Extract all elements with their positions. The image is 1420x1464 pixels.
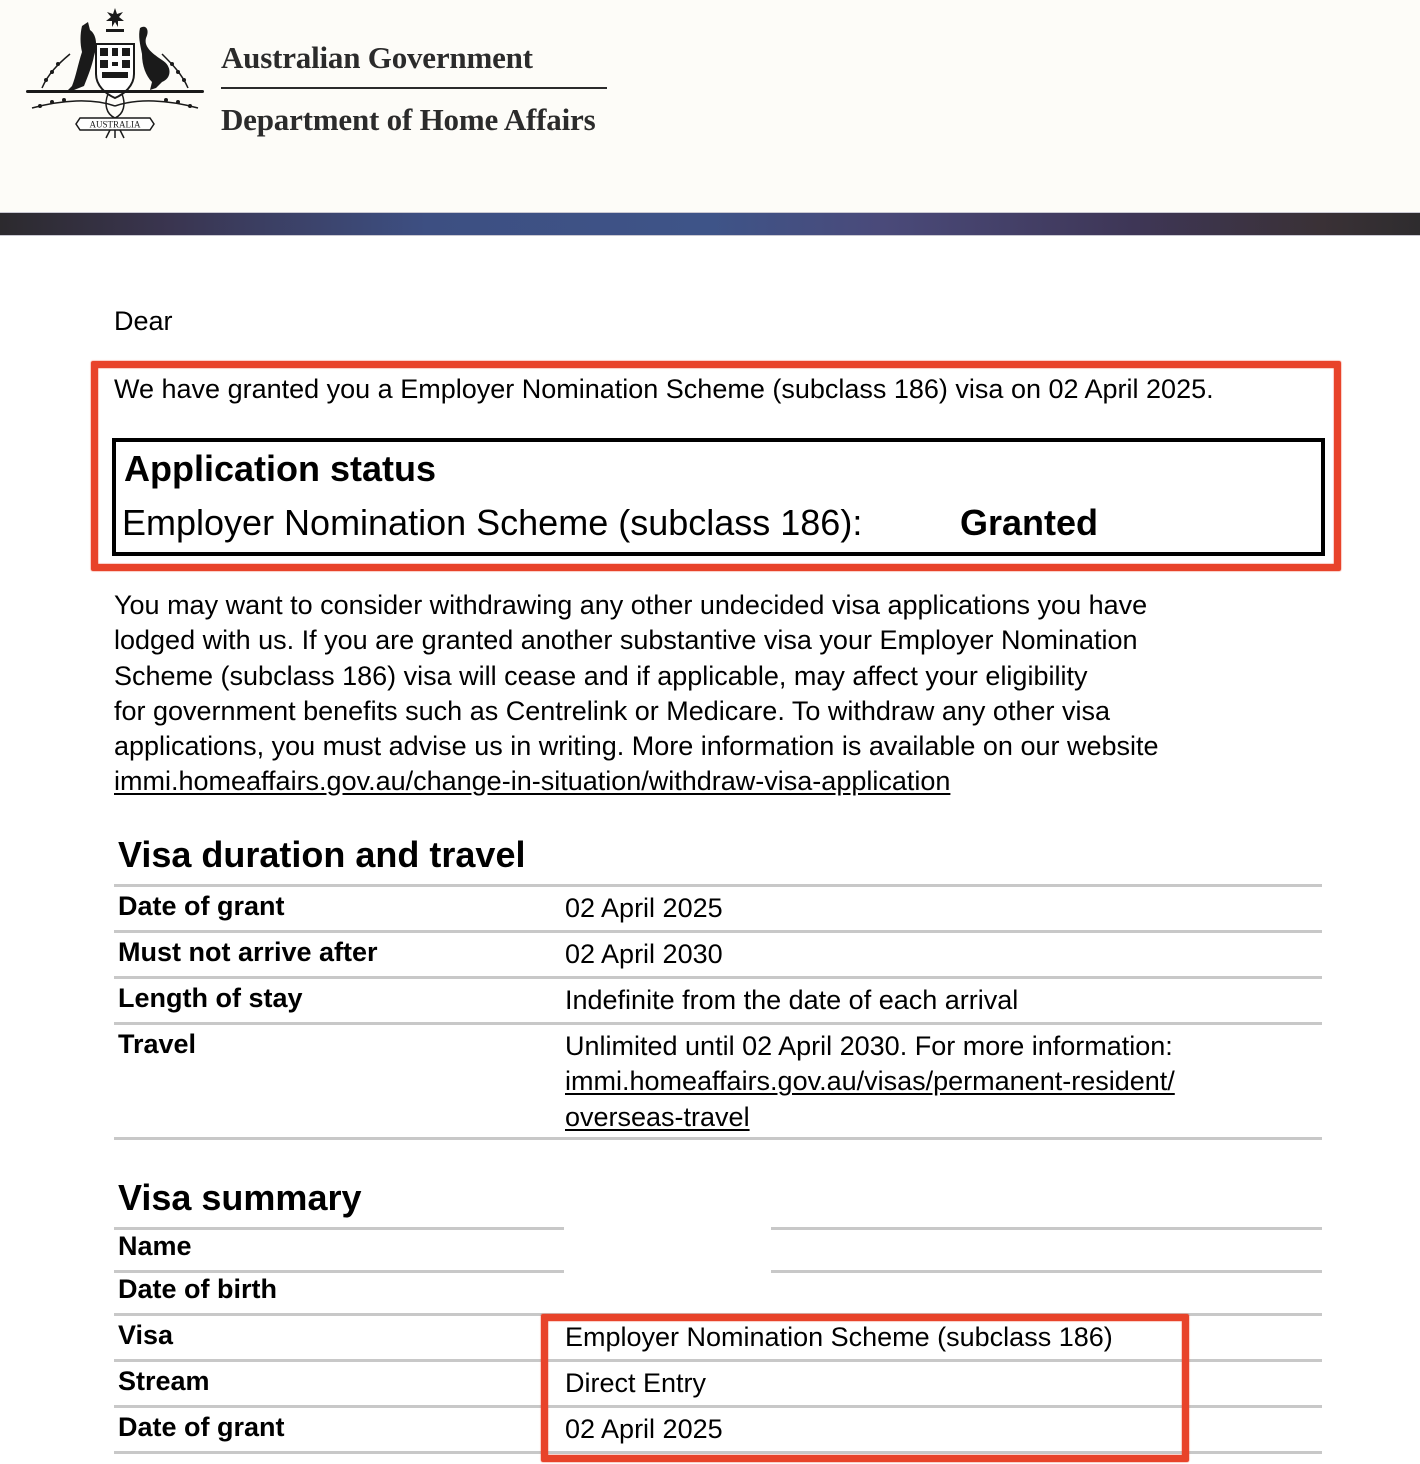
letterhead: [0, 0, 1420, 212]
row-label: Stream: [118, 1366, 210, 1396]
row-value: 02 April 2025: [565, 893, 723, 923]
row-value: 02 April 2025: [565, 1414, 723, 1444]
row-value: 02 April 2030: [565, 939, 723, 969]
table-row: [114, 976, 1322, 1022]
row-label: Date of grant: [118, 1412, 285, 1442]
row-label: Must not arrive after: [118, 937, 378, 967]
row-label: Date of grant: [118, 891, 285, 921]
row-value: Employer Nomination Scheme (subclass 186): [565, 1322, 1113, 1352]
table-row: [114, 930, 1322, 976]
table-row: [114, 884, 1322, 930]
status-box-title: Application status: [124, 448, 437, 489]
government-name: Australian Government: [221, 40, 533, 75]
highlight-annotation-grant: [91, 361, 1341, 571]
table-row: [114, 1022, 1322, 1140]
overseas-travel-link[interactable]: immi.homeaffairs.gov.au/visas/permanent-resident/: [565, 1066, 1175, 1097]
advice-line: You may want to consider withdrawing any other undecided visa applications you have: [114, 590, 1148, 620]
advice-line: lodged with us. If you are granted another substantive visa your Employer Nomination: [114, 625, 1138, 656]
header-color-band: [0, 212, 1420, 236]
status-badge: Granted: [960, 502, 1099, 543]
travel-text: Unlimited until 02 April 2030. For more information:: [565, 1031, 1173, 1061]
table-row: [114, 1270, 1322, 1313]
advice-line: applications, you must advise us in writing. More information is available on our website: [114, 731, 1159, 762]
grant-statement: We have granted you a Employer Nomination Scheme (subclass 186) visa on 02 April 2025.: [114, 374, 1214, 404]
row-label: Visa: [118, 1320, 174, 1350]
status-box-label: Employer Nomination Scheme (subclass 186):: [122, 502, 863, 543]
table-row: [114, 1227, 1322, 1270]
row-divider: [114, 1270, 564, 1273]
row-label: Travel: [118, 1029, 197, 1059]
row-value: [565, 1029, 1175, 1135]
advice-paragraph: [114, 588, 1294, 800]
highlight-annotation-summary: [541, 1314, 1189, 1462]
section-title-duration: Visa duration and travel: [118, 834, 526, 875]
row-divider: [771, 1270, 1322, 1273]
row-label: Name: [118, 1231, 192, 1261]
department-name: Department of Home Affairs: [221, 102, 596, 137]
row-divider: [771, 1227, 1322, 1230]
advice-line: for government benefits such as Centrelink or Medicare. To withdraw any other visa: [114, 695, 1110, 726]
duration-travel-table: [114, 884, 1322, 1140]
row-label: Length of stay: [118, 983, 303, 1013]
crest-scroll-label: AUSTRALIA: [89, 119, 141, 130]
section-title-summary: Visa summary: [118, 1177, 362, 1218]
advice-line: Scheme (subclass 186) visa will cease and if applicable, may affect your eligibility: [114, 660, 1088, 691]
row-label: Date of birth: [118, 1274, 277, 1304]
letterhead-divider: [221, 87, 607, 89]
coat-of-arms-icon: [22, 4, 208, 140]
withdraw-application-link[interactable]: immi.homeaffairs.gov.au/change-in-situation/withdraw-visa-application: [114, 766, 951, 797]
salutation: Dear: [114, 306, 173, 336]
row-divider: [114, 1227, 564, 1230]
row-value: Indefinite from the date of each arrival: [565, 985, 1019, 1015]
row-value: Direct Entry: [565, 1368, 707, 1398]
overseas-travel-link-cont[interactable]: overseas-travel: [565, 1101, 750, 1132]
